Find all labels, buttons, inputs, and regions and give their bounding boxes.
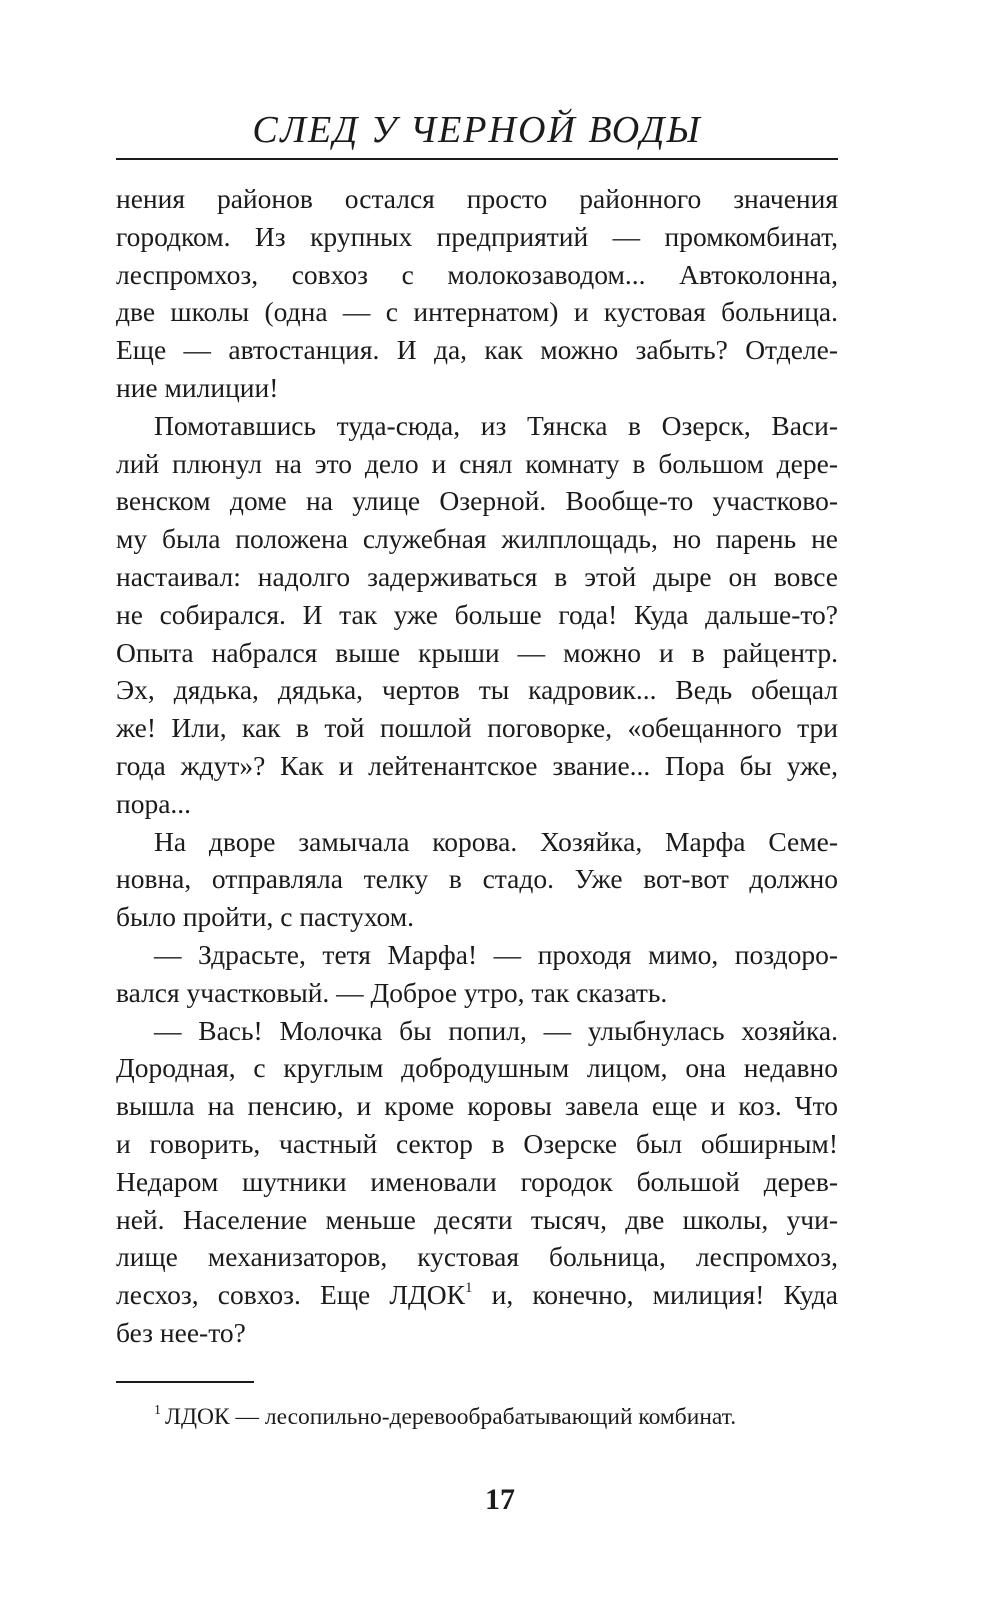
page-number: 17 [485,1483,515,1516]
text-line: нения районов остался просто районного значения [116,183,838,214]
text-line: Помотавшись туда-сюда, из Тянска в Озерск, Васи- [154,409,838,441]
text-line: На дворе замычала корова. Хозяйка, Марфа Семе- [154,825,838,857]
text-line: Недаром шутники именовали городок большой дерев- [116,1165,838,1197]
text-line: было пройти, с пастухом. [116,901,415,933]
text-line: лище механизаторов, кустовая больница, леспромхоз, [116,1241,838,1273]
header-rule [116,158,838,160]
running-head: СЛЕД У ЧЕРНОЙ ВОДЫ [252,109,702,151]
text-line: Дородная, с круглым добродушным лицом, она недавно [116,1052,838,1084]
text-line: же! Или, как в той пошлой поговорке, «обещанного три [116,712,838,744]
text-line: — Здрасьте, тетя Марфа! — проходя мимо, поздоро- [154,938,838,970]
text-line: и говорить, частный сектор в Озерске был обширным! [116,1127,838,1159]
text-line: не собирался. И так уже больше года! Куда дальше-то? [116,598,838,630]
text-line: без нее-то? [116,1316,246,1348]
text-line: настаивал: надолго задерживаться в этой дыре он вовсе [116,560,838,592]
text-line: Опыта набрался выше крыши — можно и в райцентр. [116,636,838,668]
footnote [154,1402,736,1432]
footnote-marker: 1 [154,1403,161,1418]
text-line: вался участковый. — Доброе утро, так сказать. [116,976,668,1008]
footnote-text: ЛДОК — лесопильно-деревообрабатывающий комбинат. [165,1404,737,1430]
footnote-rule [116,1381,254,1383]
text-line: вышла на пенсию, и кроме коровы завела еще и коз. Что [116,1090,838,1122]
body-text [116,180,838,1352]
text-line: лий плюнул на это дело и снял комнату в большом дере- [116,447,838,479]
text-line: новна, отправляла телку в стадо. Уже вот-вот должно [116,863,838,895]
text-line: городком. Из крупных предприятий — промкомбинат, [116,220,838,252]
text-line: ней. Население меньше десяти тысяч, две школы, учи- [116,1203,838,1235]
text-line: леспромхоз, совхоз с молокозаводом... Автоколонна, [116,258,838,290]
text-line: года ждут»? Как и лейтенантское звание... Пора бы уже, [116,749,838,781]
line-segment: и, конечно, милиция! Куда [491,1279,839,1311]
text-line: две школы (одна — с интернатом) и кустовая больница. [116,296,838,328]
text-line-with-footnote-ref [116,1276,838,1314]
text-line: пора... [116,787,192,819]
text-line: Еще — автостанция. И да, как можно забыть? Отделе- [116,334,838,366]
text-line: — Вась! Молочка бы попил, — улыбнулась хозяйка. [154,1014,838,1046]
line-segment: лесхоз, совхоз. Еще ЛДОК [116,1279,465,1311]
text-line: Эх, дядька, дядька, чертов ты кадровик... Ведь обещал [116,674,838,706]
text-line: венском доме на улице Озерной. Вообще-то участково- [116,485,838,517]
text-line: ние милиции! [116,371,279,403]
text-line: му была положена служебная жилплощадь, но парень не [116,523,838,555]
footnote-ref: 1 [464,1280,473,1297]
